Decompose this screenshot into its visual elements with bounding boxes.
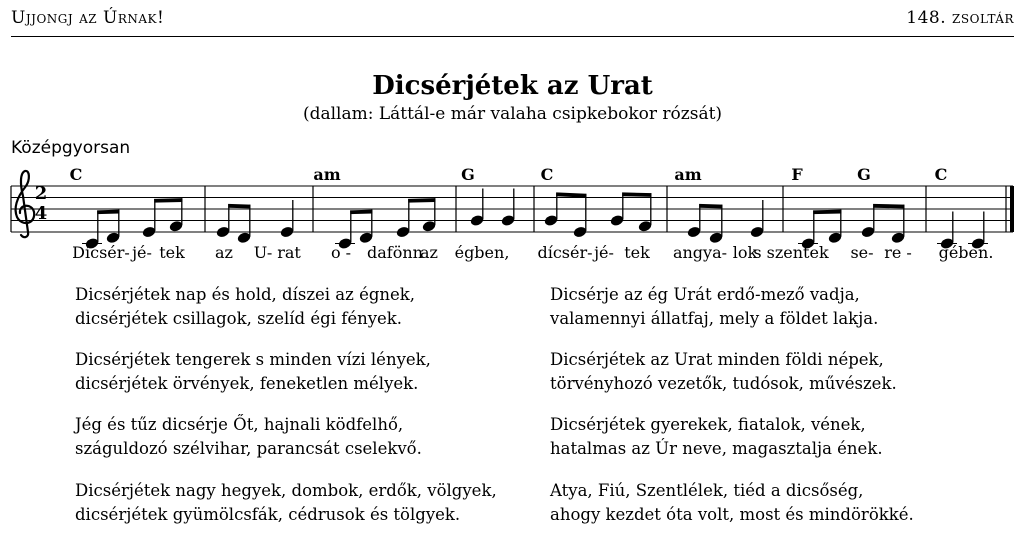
tempo-marking: Középgyorsan [11, 138, 131, 158]
lyric-syllable: jé- [132, 243, 152, 262]
verse-line: ahogy kezdet óta volt, most és mindörökké. [550, 505, 914, 524]
note-beam [228, 206, 250, 207]
lyric-syllable: tek [624, 243, 650, 262]
lyric-syllable: s szentek [753, 243, 829, 262]
lyric-syllable: U- [253, 243, 273, 262]
verse-line: Dicsérjétek nap és hold, díszei az égnek, [75, 285, 416, 304]
note-beam [622, 194, 651, 195]
verse-line: törvényhozó vezetők, tudósok, művészek. [550, 374, 897, 393]
verse-line: száguldozó szélvihar, parancsát cselekvő. [75, 439, 422, 458]
running-header-psalm: 148. zsoltár [906, 8, 1014, 28]
verse-line: dicsérjétek örvények, feneketlen mélyek. [75, 374, 419, 393]
verse-line: Dicsérjétek gyerekek, fiatalok, vének, [550, 415, 866, 434]
lyric-syllable: gében. [938, 243, 994, 262]
lyric-syllable: égben, [454, 243, 510, 262]
verse-line: Atya, Fiú, Szentlélek, tiéd a dicsőség, [550, 481, 864, 500]
verse-2 [550, 283, 878, 331]
lyrics-line [72, 243, 993, 262]
lyric-syllable: dícsér- [537, 243, 593, 262]
chord-symbol: G [461, 165, 475, 184]
note-beam [813, 212, 841, 213]
chord-symbol: G [857, 165, 871, 184]
verse-line: dicsérjétek csillagok, szelíd égi fények. [75, 309, 403, 328]
note-beam [699, 206, 722, 207]
staff-lines [11, 186, 1013, 232]
lyric-syllable: angya- [672, 243, 728, 262]
verse-line: dicsérjétek gyümölcsfák, cédrusok és tölgyek. [75, 505, 461, 524]
note-beam [556, 194, 586, 195]
lyric-syllable: az [215, 243, 233, 262]
verse-line: valamennyi állatfaj, mely a földet lakja. [550, 309, 879, 328]
lyric-syllable: Dícsér- [72, 243, 130, 262]
note-beam [350, 212, 372, 213]
verse-1 [75, 283, 415, 331]
song-subtitle: (dallam: Láttál-e már valaha csipkebokor rózsát) [302, 104, 723, 124]
verse-8 [550, 479, 914, 527]
chord-symbols [70, 165, 948, 184]
lyric-syllable: lok [732, 243, 758, 262]
chord-symbol: C [69, 165, 83, 184]
chord-symbol: am [674, 165, 702, 184]
time-signature-bottom: 4 [34, 203, 48, 224]
lyric-syllable: jé- [594, 243, 614, 262]
chord-symbol: F [791, 165, 803, 184]
lyric-syllable: tek [159, 243, 185, 262]
lyric-syllable: az [420, 243, 438, 262]
verse-line: Dicsérjétek tengerek s minden vízi lények, [75, 350, 431, 369]
running-header-title: Ujjongj az Úrnak! [11, 8, 165, 28]
note-beam [408, 200, 435, 201]
verse-6 [550, 413, 883, 461]
chord-symbol: am [313, 165, 341, 184]
verse-4 [550, 348, 897, 396]
verse-line: hatalmas az Úr neve, magasztalja ének. [550, 439, 883, 458]
lyric-syllable: se- [850, 243, 874, 262]
treble-clef [16, 171, 35, 237]
note-beam [97, 212, 119, 213]
time-signature-top: 2 [34, 183, 48, 204]
final-barline-thick [1010, 186, 1014, 232]
chord-symbol: C [540, 165, 554, 184]
note-beam [873, 206, 904, 207]
verse-line: Dicsérje az ég Urát erdő-mező vadja, [550, 285, 860, 304]
verse-3 [75, 348, 431, 396]
song-title: Dicsérjétek az Urat [372, 71, 653, 101]
lyric-syllable: rat [277, 243, 301, 262]
verse-line: Jég és tűz dicsérje Őt, hajnali ködfelhő, [75, 415, 404, 434]
note-beam [154, 200, 182, 201]
lyric-syllable: re - [884, 243, 912, 262]
verse-5 [75, 413, 422, 461]
verse-7 [75, 479, 497, 527]
verse-line: Dicsérjétek az Urat minden földi népek, [550, 350, 884, 369]
lyric-syllable: o - [330, 243, 352, 262]
lyric-syllable: dafönn [367, 243, 423, 262]
chord-symbol: C [934, 165, 948, 184]
verse-line: Dicsérjétek nagy hegyek, dombok, erdők, völgyek, [75, 481, 497, 500]
